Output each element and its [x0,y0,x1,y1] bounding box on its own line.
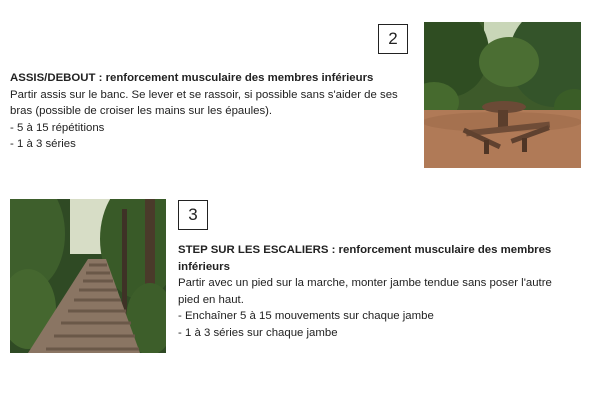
forest-stairs-photo [10,199,166,353]
picnic-table-photo [424,22,581,168]
exercise-number-2: 2 [378,24,408,54]
exercise-3-series: - 1 à 3 séries sur chaque jambe [178,326,338,339]
exercise-2-description: Partir assis sur le banc. Se lever et se rassoir, si possible sans s'aider de ses bras (possible de croiser les mains sur les épaules). [10,88,398,118]
exercise-2-text [10,70,412,153]
exercise-2-repetitions: - 5 à 15 répétitions [10,121,105,134]
exercise-3-text [178,242,566,342]
exercise-2-title: ASSIS/DEBOUT : renforcement musculaire des membres inférieurs [10,72,374,84]
exercise-3-description: Partir avec un pied sur la marche, monter jambe tendue sans poser l'autre pied en haut. [178,277,552,306]
exercise-3-title: STEP SUR LES ESCALIERS : renforcement musculaire des membres inférieurs [178,244,552,273]
exercise-3-repetitions: - Enchaîner 5 à 15 mouvements sur chaque jambe [178,310,434,323]
exercise-number-3: 3 [178,200,208,230]
exercise-2-series: - 1 à 3 séries [10,138,76,151]
